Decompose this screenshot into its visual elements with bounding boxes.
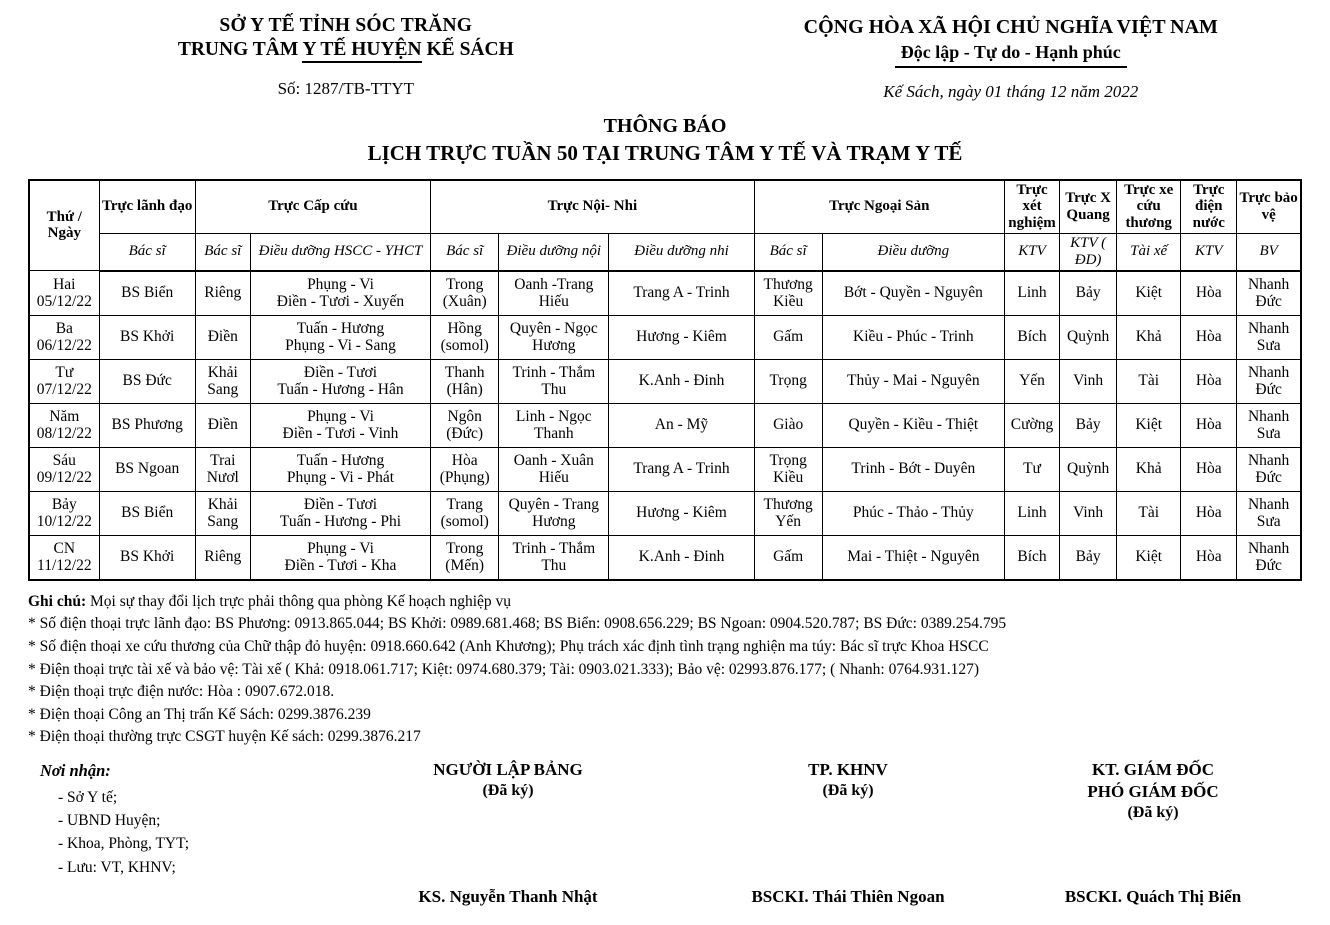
document-number: Số: 1287/TB-TTYT [277,78,415,98]
signature-preparer [358,759,658,906]
note-line: * Điện thoại thường trực CSGT huyện Kế sách: 0299.3876.217 [28,728,421,746]
cell-day: Năm 08/12/22 [29,403,99,447]
note-line: * Điện thoại trực tài xế và bảo vệ: Tài xế ( Khả: 0918.061.717; Kiệt: 0974.680.379; Tài: 0903.021.333); Bảo vệ: 02993.876.177; ( Nhanh: 0764.931.127) [28,660,980,678]
title-announcement: THÔNG BÁO [603,115,727,138]
note-line: * Điện thoại Công an Thị trấn Kế Sách: 0299.3876.239 [28,705,371,723]
document-header [0,0,1330,102]
cell-pediatric-nurse: An - Mỹ [609,403,754,447]
note-label: Ghi chú: [28,592,87,610]
th-utilities: Trực điện nước [1181,180,1237,234]
district-health-center [178,38,514,62]
cell-surgery-doctor: Gấm [754,535,822,580]
signature-name: KS. Nguyễn Thanh Nhật [418,887,598,906]
note-main [28,591,1302,614]
signature-name: BSCKI. Quách Thị Biển [1064,887,1242,906]
cell-surgery-nurse: Bớt - Quyền - Nguyên [822,271,1004,316]
cell-driver: Kiệt [1117,271,1181,316]
cell-emergency-nurse: Tuấn - Hương Phụng - Vi - Sang [250,315,430,359]
cell-lab-tech: Linh [1004,491,1059,535]
cell-surgery-nurse: Thủy - Mai - Nguyên [822,359,1004,403]
cell-internal-nurse: Quyên - Ngọc Hương [499,315,609,359]
cell-utilities-tech: Hòa [1181,535,1237,580]
th-emergency: Trực Cấp cứu [195,180,430,234]
table-row [29,359,1301,403]
cell-internal-nurse: Oanh - Xuân Hiếu [499,447,609,491]
cell-driver: Kiệt [1117,535,1181,580]
th-utilities-tech: KTV [1181,234,1237,271]
cell-emergency-nurse: Phụng - Vi Điền - Tươi - Xuyến [250,271,430,316]
cell-internal-doctor: Hồng (somol) [431,315,499,359]
cell-surgery-doctor: Trọng [754,359,822,403]
cell-driver: Khả [1117,447,1181,491]
cell-xray-tech: Bảy [1060,271,1117,316]
cell-pediatric-nurse: Trang A - Trinh [609,447,754,491]
notes-section [28,591,1302,749]
cell-surgery-nurse: Trinh - Bớt - Duyên [822,447,1004,491]
th-leadership-doctor: Bác sĩ [99,234,195,271]
cell-internal-nurse: Trinh - Thắm Thu [499,359,609,403]
th-xray: Trực X Quang [1060,180,1117,234]
cell-day: CN 11/12/22 [29,535,99,580]
cell-leadership-doctor: BS Đức [99,359,195,403]
cell-internal-nurse: Trinh - Thắm Thu [499,535,609,580]
th-internal-doctor: Bác sĩ [431,234,499,271]
cell-internal-doctor: Trong (Mến) [431,535,499,580]
cell-surgery-nurse: Phúc - Thảo - Thủy [822,491,1004,535]
table-row [29,491,1301,535]
cell-internal-nurse: Oanh -Trang Hiếu [499,271,609,316]
th-driver: Tài xế [1117,234,1181,271]
th-internal-pediatric: Trực Nội- Nhi [431,180,754,234]
cell-internal-doctor: Trang (somol) [431,491,499,535]
cell-driver: Khả [1117,315,1181,359]
header-row-subs [29,234,1301,271]
schedule-table-wrapper [28,179,1302,581]
cell-day: Bảy 10/12/22 [29,491,99,535]
cell-pediatric-nurse: Hương - Kiêm [609,491,754,535]
note-line: * Điện thoại trực điện nước: Hòa : 0907.672.018. [28,683,335,701]
cell-security: Nhanh Đức [1237,271,1301,316]
table-row [29,271,1301,316]
cell-driver: Tài [1117,359,1181,403]
cell-surgery-nurse: Kiều - Phúc - Trinh [822,315,1004,359]
th-internal-nurse: Điều dưỡng nội [499,234,609,271]
table-row [29,447,1301,491]
footer-section [28,755,1302,925]
document-titles [0,114,1330,166]
cell-day: Tư 07/12/22 [29,359,99,403]
org-name-underlined: Y TẾ HUYỆN [302,39,421,63]
cell-emergency-nurse: Phụng - Vi Điền - Tươi - Vinh [250,403,430,447]
cell-security: Nhanh Đức [1237,535,1301,580]
cell-emergency-nurse: Tuấn - Hương Phụng - Vi - Phát [250,447,430,491]
cell-leadership-doctor: BS Biển [99,271,195,316]
province-health-dept: SỞ Y TẾ TỈNH SÓC TRĂNG [219,15,473,36]
recipients-title: Nơi nhận: [40,761,111,780]
cell-lab-tech: Bích [1004,315,1059,359]
cell-utilities-tech: Hòa [1181,491,1237,535]
header-left-block [0,14,692,102]
cell-emergency-doctor: Riêng [195,271,250,316]
th-xray-tech: KTV ( ĐD) [1060,234,1117,271]
cell-xray-tech: Vinh [1060,359,1117,403]
org-name-prefix: TRUNG TÂM [177,39,303,61]
cell-surgery-doctor: Thương Kiều [754,271,822,316]
cell-day: Ba 06/12/22 [29,315,99,359]
cell-internal-doctor: Thanh (Hân) [431,359,499,403]
signature-signed: (Đã ký) [482,782,534,800]
duty-schedule-table [28,179,1302,581]
cell-pediatric-nurse: K.Anh - Đinh [609,359,754,403]
recipient-item: - Sở Y tế; [58,788,118,806]
cell-leadership-doctor: BS Biển [99,491,195,535]
cell-internal-doctor: Ngôn (Đức) [431,403,499,447]
cell-utilities-tech: Hòa [1181,271,1237,316]
cell-surgery-doctor: Giào [754,403,822,447]
cell-lab-tech: Tư [1004,447,1059,491]
cell-driver: Kiệt [1117,403,1181,447]
cell-emergency-doctor: Khải Sang [195,491,250,535]
cell-surgery-doctor: Trọng Kiều [754,447,822,491]
signature-khnv-head [708,759,988,906]
cell-xray-tech: Bảy [1060,535,1117,580]
note-line: * Số điện thoại trực lãnh đạo: BS Phương: 0913.865.044; BS Khởi: 0989.681.468; BS Biển: 0908.656.229; BS Ngoan: 0904.520.787; BS Đức: 0389.254.795 [28,615,1007,633]
signature-deputy-director [1003,759,1303,906]
th-emergency-doctor: Bác sĩ [195,234,250,271]
cell-security: Nhanh Đức [1237,359,1301,403]
signature-role-line2: PHÓ GIÁM ĐỐC [1087,782,1219,802]
national-heading: CỘNG HÒA XÃ HỘI CHỦ NGHĨA VIỆT NAM [803,16,1218,38]
title-schedule: LỊCH TRỰC TUẦN 50 TẠI TRUNG TÂM Y TẾ VÀ TRẠM Y TẾ [367,141,963,166]
cell-emergency-doctor: Điền [195,403,250,447]
org-name-suffix: KẾ SÁCH [421,39,514,61]
th-lab-tech: KTV [1004,234,1059,271]
signature-role: NGƯỜI LẬP BẢNG [433,760,583,779]
table-row [29,535,1301,580]
cell-security: Nhanh Sưa [1237,403,1301,447]
recipients-block [40,759,189,879]
signature-role: TP. KHNV [808,760,888,779]
th-security: Trực bảo vệ [1237,180,1301,234]
cell-security: Nhanh Sưa [1237,315,1301,359]
cell-pediatric-nurse: Trang A - Trinh [609,271,754,316]
th-pediatric-nurse: Điều dưỡng nhi [609,234,754,271]
signature-signed: (Đã ký) [822,782,874,800]
cell-surgery-doctor: Thương Yến [754,491,822,535]
th-lab: Trực xét nghiệm [1004,180,1059,234]
cell-lab-tech: Linh [1004,271,1059,316]
cell-xray-tech: Bảy [1060,403,1117,447]
table-row [29,315,1301,359]
recipient-item: - Lưu: VT, KHNV; [58,858,176,876]
cell-xray-tech: Quỳnh [1060,315,1117,359]
cell-utilities-tech: Hòa [1181,359,1237,403]
th-surgery-doctor: Bác sĩ [754,234,822,271]
cell-leadership-doctor: BS Khởi [99,535,195,580]
cell-leadership-doctor: BS Ngoan [99,447,195,491]
signature-name: BSCKI. Thái Thiên Ngoan [751,887,945,906]
cell-internal-doctor: Trong (Xuân) [431,271,499,316]
th-ambulance: Trực xe cứu thương [1117,180,1181,234]
cell-day: Sáu 09/12/22 [29,447,99,491]
cell-security: Nhanh Sưa [1237,491,1301,535]
header-row-groups [29,180,1301,234]
cell-pediatric-nurse: K.Anh - Đinh [609,535,754,580]
cell-lab-tech: Yến [1004,359,1059,403]
cell-pediatric-nurse: Hương - Kiêm [609,315,754,359]
cell-xray-tech: Vinh [1060,491,1117,535]
table-header [29,180,1301,271]
cell-surgery-nurse: Quyền - Kiều - Thiệt [822,403,1004,447]
national-motto: Độc lập - Tự do - Hạnh phúc [895,41,1127,68]
th-emergency-nurse: Điều dưỡng HSCC - YHCT [250,234,430,271]
note-lines [28,613,1302,749]
cell-day: Hai 05/12/22 [29,271,99,316]
signature-role-line1: KT. GIÁM ĐỐC [1092,760,1214,779]
note-line: * Số điện thoại xe cứu thương của Chữ thập đỏ huyện: 0918.660.642 (Anh Khương); Phụ trách xác định tình trạng nghiện ma túy: Bác sĩ trực Khoa HSCC [28,637,989,655]
cell-internal-nurse: Linh - Ngọc Thanh [499,403,609,447]
table-row [29,403,1301,447]
th-leadership: Trực lãnh đạo [99,180,195,234]
cell-emergency-doctor: Khải Sang [195,359,250,403]
table-body [29,271,1301,580]
cell-utilities-tech: Hòa [1181,315,1237,359]
cell-emergency-nurse: Phụng - Vi Điền - Tươi - Kha [250,535,430,580]
cell-emergency-doctor: Riêng [195,535,250,580]
header-right-block [692,14,1330,102]
cell-emergency-nurse: Điền - Tươi Tuấn - Hương - Phi [250,491,430,535]
cell-surgery-doctor: Gấm [754,315,822,359]
th-day: Thứ / Ngày [29,180,99,271]
cell-driver: Tài [1117,491,1181,535]
recipient-item: - Khoa, Phòng, TYT; [58,835,190,853]
cell-utilities-tech: Hòa [1181,403,1237,447]
th-surgery-obstetrics: Trực Ngoại Sản [754,180,1004,234]
recipient-item: - UBND Huyện; [58,812,161,829]
cell-xray-tech: Quỳnh [1060,447,1117,491]
cell-internal-nurse: Quyên - Trang Hương [499,491,609,535]
cell-lab-tech: Bích [1004,535,1059,580]
cell-surgery-nurse: Mai - Thiệt - Nguyên [822,535,1004,580]
place-and-date: Kế Sách, ngày 01 tháng 12 năm 2022 [883,82,1139,102]
cell-lab-tech: Cường [1004,403,1059,447]
cell-security: Nhanh Đức [1237,447,1301,491]
note-label-text: Mọi sự thay đổi lịch trực phải thông qua phòng Kế hoạch nghiệp vụ [86,592,512,610]
cell-leadership-doctor: BS Khởi [99,315,195,359]
cell-emergency-doctor: Trai Nươl [195,447,250,491]
cell-utilities-tech: Hòa [1181,447,1237,491]
cell-leadership-doctor: BS Phương [99,403,195,447]
recipients-list [40,786,189,879]
cell-internal-doctor: Hòa (Phụng) [431,447,499,491]
cell-emergency-nurse: Điền - Tươi Tuấn - Hương - Hân [250,359,430,403]
signature-signed: (Đã ký) [1127,804,1179,822]
th-security-guard: BV [1237,234,1301,271]
cell-emergency-doctor: Điền [195,315,250,359]
th-surgery-nurse: Điều dưỡng [822,234,1004,271]
